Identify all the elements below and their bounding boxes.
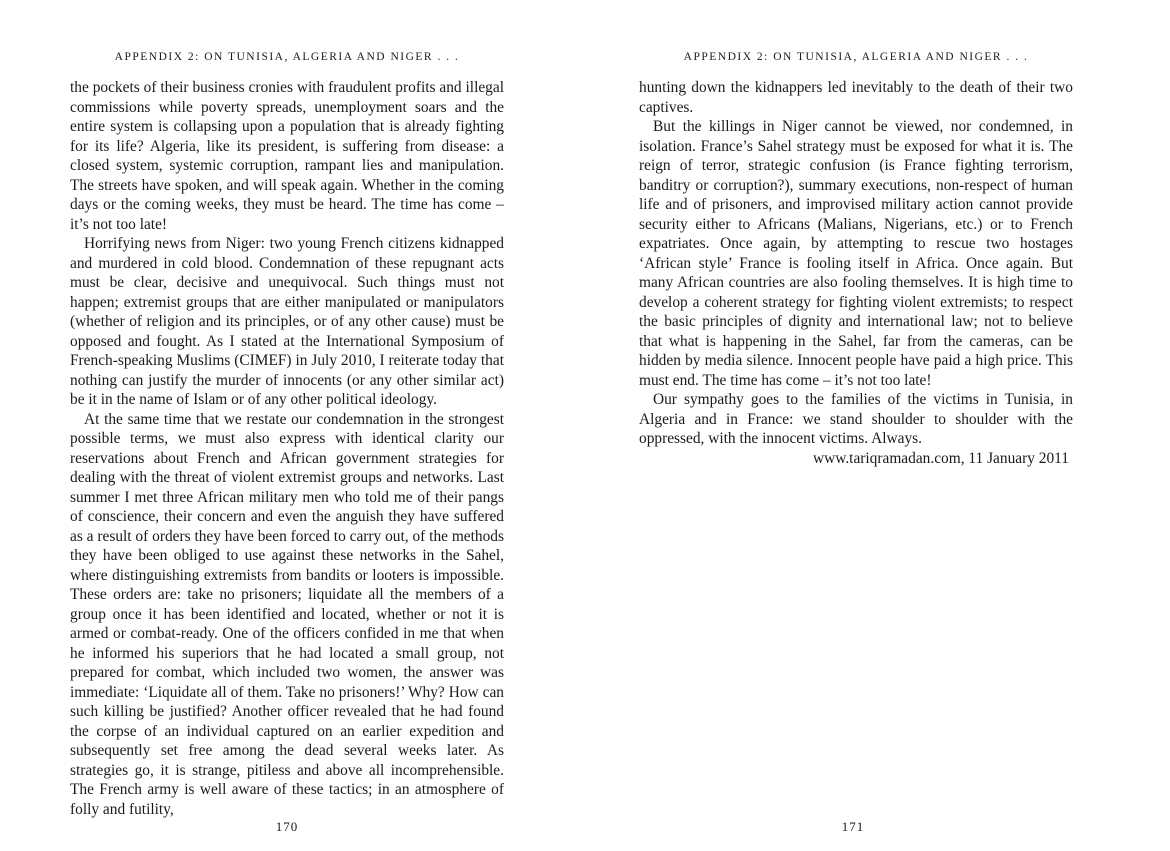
paragraph: Our sympathy goes to the families of the victims in Tunisia, in Algeria and in France: we stand shoulder to shoulder with the oppressed, with the innocent victims. Always.: [639, 391, 1073, 447]
paragraph: the pockets of their business cronies with fraudulent profits and illegal commissions while poverty spreads, unemployment soars and the entire system is collapsing upon a population that is already fighting for its life? Algeria, like its president, is suffering from disease: a closed system, systemic corruption, rampant lies and manipulation. The streets have spoken, and will speak again. Whether in the coming days or the coming weeks, they must be heard. The time has come – it’s not too late!: [70, 79, 504, 233]
body-text: [639, 78, 1073, 468]
source-signoff: www.tariqramadan.com, 11 January 2011: [812, 449, 1069, 467]
paragraph: But the killings in Niger cannot be viewed, nor condemned, in isolation. France’s Sahel strategy must be exposed for what it is. The reign of terror, strategic confusion (is France fighting terrorism, banditry or corruption?), summary executions, non-respect of human life and of prisoners, and improvised military action cannot provide security either to Africans (Malians, Nigerians, etc.) or to French expatriates. Once again, by attempting to rescue two hostages ‘African style’ France is fooling itself in Africa. Once again. But many African countries are also fooling themselves. It is high time to develop a coherent strategy for fighting violent extremists; to respect the basic principles of dignity and international law; not to believe that what is happening in the Sahel, far from the cameras, can be hidden by media silence. Innocent people have paid a high price. This must end. The time has come – it’s not too late!: [639, 118, 1073, 389]
page-number: 171: [841, 819, 865, 834]
body-text: [70, 78, 504, 819]
paragraph: Horrifying news from Niger: two young French citizens kidnapped and murdered in cold blood. Condemnation of these repugnant acts must be clear, decisive and unequivocal. Such things must not happen; extremist groups that are either manipulated or manipulators (whether of religion and its principles, or of any other cause) must be opposed and fought. As I stated at the International Symposium of French-speaking Muslims (CIMEF) in July 2010, I reiterate today that nothing can justify the murder of innocents (or any other similar act) be it in the name of Islam or of any other political ideology.: [70, 235, 504, 408]
paragraph: At the same time that we restate our condemnation in the strongest possible terms, we must also express with identical clarity our reservations about French and African government strategies for dealing with the threat of violent extremist groups and networks. Last summer I met three African military men who told me of their pangs of conscience, their concern and even the anguish they have suffered as a result of orders they have been forced to carry out, of the methods they have been obliged to use against these networks in the Sahel, where distinguishing extremists from bandits or looters is impossible. These orders are: take no prisoners; liquidate all the members of a group once it has been identified and located, whether or not it is armed or combat-ready. One of the officers confided in me that when he informed his superiors that he had located a small group, not prepared for combat, which included two women, the answer was immediate: ‘Liquidate all of them. Take no prisoners!’ Why? How can such killing be justified? Another officer revealed that he had found the corpse of an individual captured on an earlier expedition and subsequently set free among the dead several weeks later. As strategies go, it is strange, pitiless and above all incomprehensible. The French army is well aware of these tactics; in an atmosphere of folly and futility,: [70, 410, 504, 818]
page-number: 170: [275, 819, 299, 834]
paragraph: hunting down the kidnappers led inevitably to the death of their two captives.: [639, 79, 1073, 116]
running-head: APPENDIX 2: ON TUNISIA, ALGERIA AND NIGER . . .: [114, 51, 460, 63]
right-page: [585, 0, 1170, 851]
running-head: APPENDIX 2: ON TUNISIA, ALGERIA AND NIGER . . .: [683, 51, 1029, 63]
